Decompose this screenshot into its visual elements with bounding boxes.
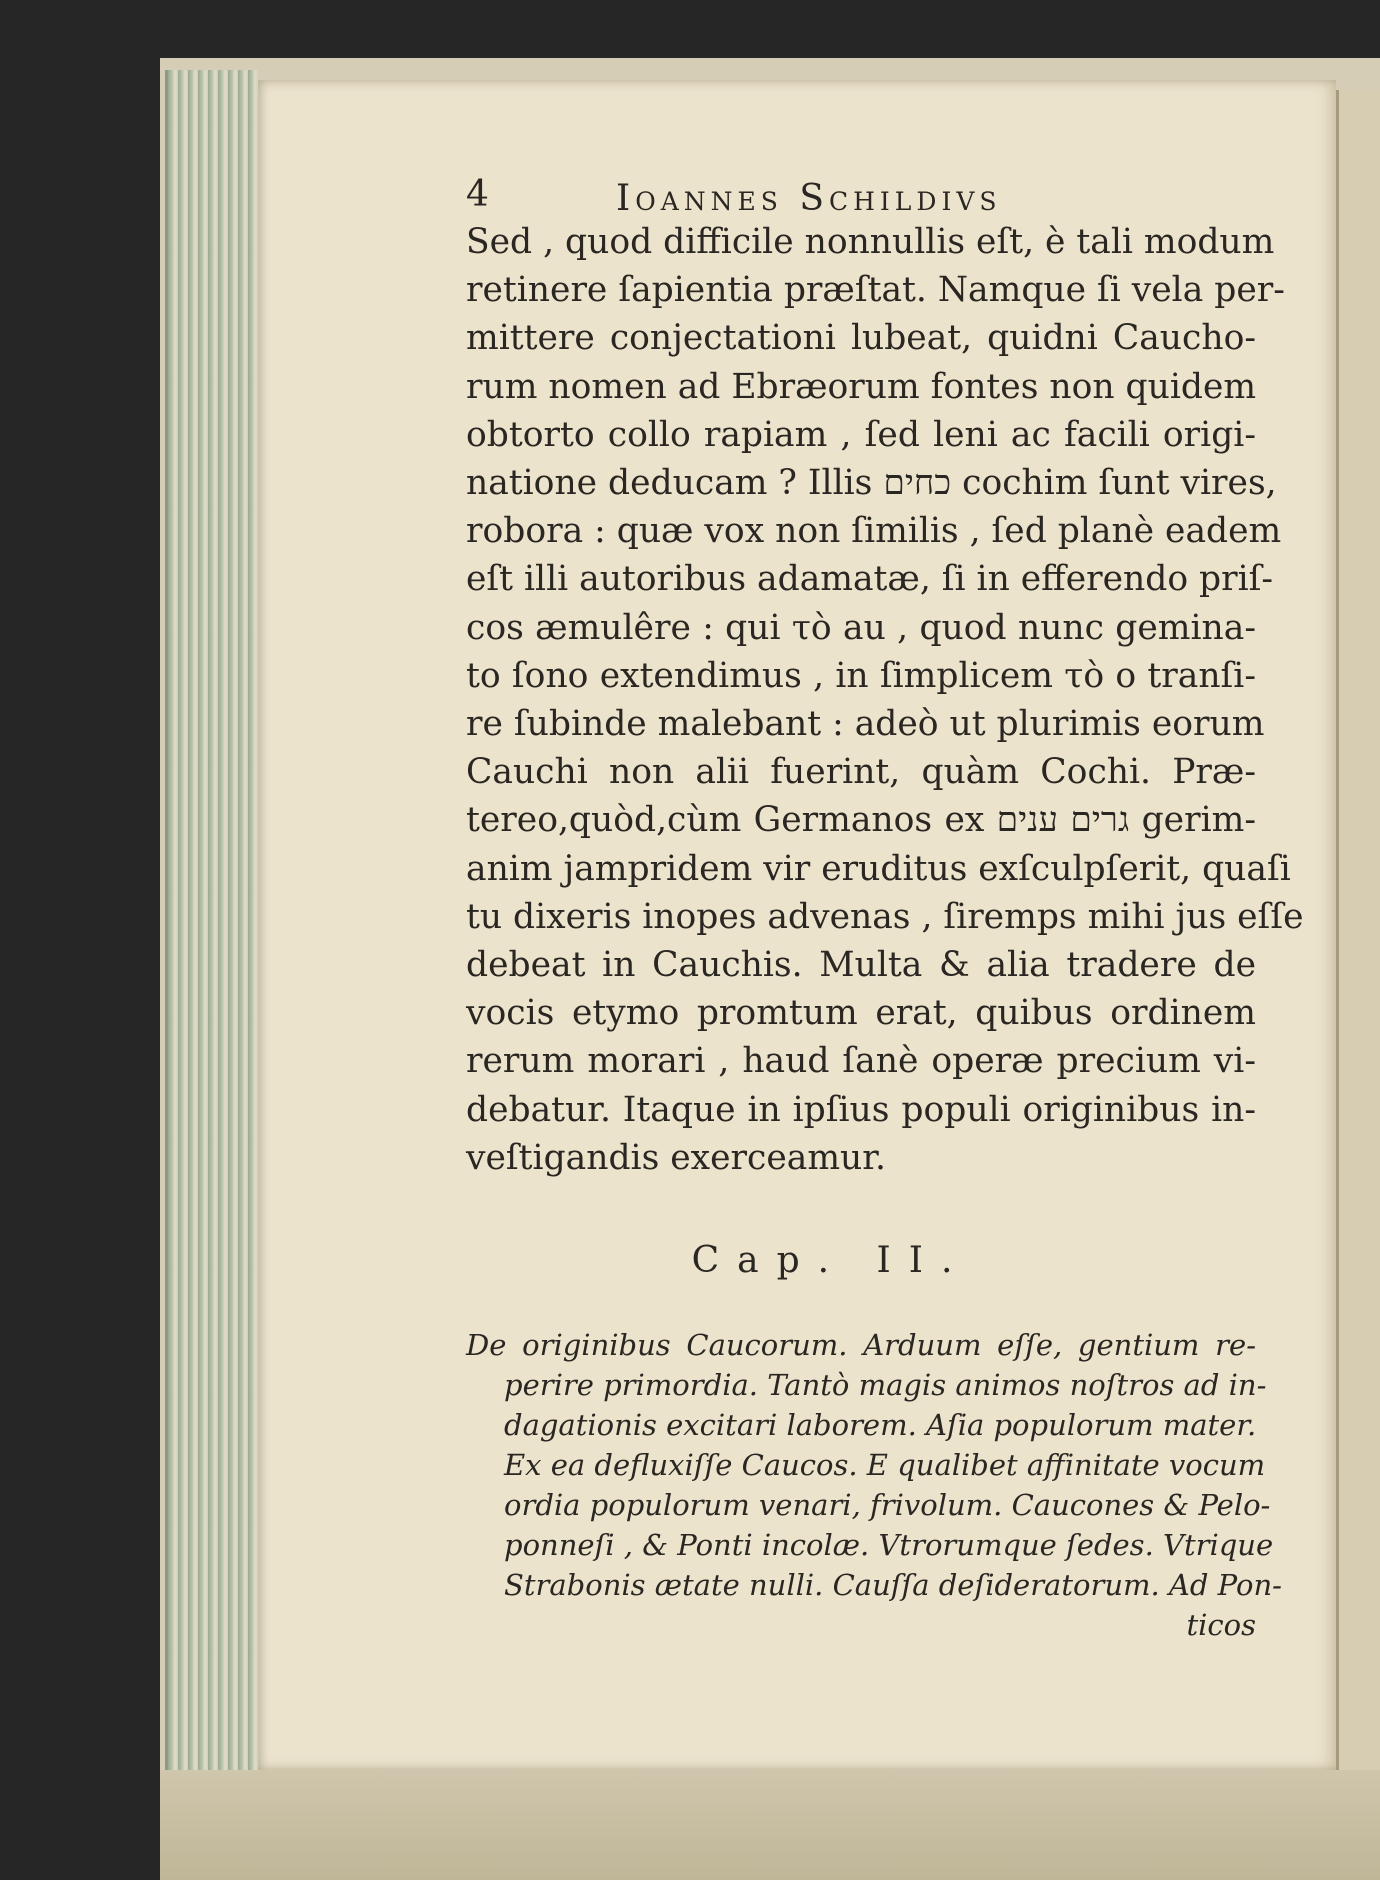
body-line: debeat in Cauchis. Multa & alia tradere de: [466, 945, 1256, 986]
summary-line: Strabonis ætate nulli. Cauſſa deſideratorum. Ad Pon-: [504, 1568, 1282, 1603]
body-line: anim jampridem vir eruditus exſculpſerit, quaſi: [466, 848, 1291, 889]
running-head: Ioannes Schildivs: [616, 178, 1002, 219]
summary-line: De originibus Caucorum. Arduum eſſe, gentium re-: [466, 1328, 1256, 1363]
body-line: natione deducam ? Illis כחים cochim ſunt vires,: [466, 463, 1277, 504]
page-edges: [165, 70, 258, 1770]
body-line: rum nomen ad Ebræorum fontes non quidem: [466, 366, 1257, 407]
summary-line: ponneſi , & Ponti incolæ. Vtrorumque ſedes. Vtrique: [504, 1528, 1274, 1563]
catchword: ticos: [1186, 1608, 1256, 1643]
body-line: robora : quæ vox non ſimilis , ſed planè eadem: [466, 511, 1282, 552]
body-line: cos æmulêre : qui τὸ au , quod nunc gemina-: [466, 607, 1256, 648]
body-text: [466, 218, 1304, 1182]
chapter-heading: Cap. II.: [691, 1240, 971, 1282]
summary-line: ordia populorum venari, frivolum. Caucones & Pelo-: [504, 1488, 1271, 1523]
body-line: eſt illi autoribus adamatæ, ſi in efferendo priſ-: [466, 559, 1274, 600]
body-line: to ſono extendimus , in ſimplicem τὸ o tranſi-: [466, 655, 1256, 696]
summary-line: dagationis excitari laborem. Aſia populorum mater.: [504, 1408, 1257, 1443]
body-line: re ſubinde malebant : adeò ut plurimis eorum: [466, 704, 1265, 745]
body-line: vocis etymo promtum erat, quibus ordinem: [466, 993, 1256, 1034]
book-bottom: [160, 1770, 1380, 1880]
page-number: 4: [466, 174, 489, 215]
chapter-summary: [466, 1325, 1282, 1645]
body-line: veſtigandis exerceamur.: [466, 1137, 886, 1178]
body-line: Sed , quod difficile nonnullis eſt, è tali modum: [466, 222, 1275, 262]
body-line: obtorto collo rapiam , ſed leni ac facili origi-: [466, 414, 1256, 455]
body-line: mittere conjectationi lubeat, quidni Caucho-: [466, 318, 1256, 359]
body-line: Cauchi non alii fuerint, quàm Cochi. Præ-: [466, 752, 1256, 793]
page-header: [466, 174, 1256, 218]
body-line: debatur. Itaque in ipſius populi originibus in-: [466, 1089, 1256, 1130]
summary-line: Ex ea defluxiſſe Caucos. E qualibet affinitate vocum: [504, 1448, 1266, 1483]
summary-line: perire primordia. Tantò magis animos noſtros ad in-: [504, 1368, 1267, 1403]
body-line: tereo,quòd,cùm Germanos ex גרים ענים gerim-: [466, 800, 1256, 841]
body-line: rerum morari , haud ſanè operæ precium vi-: [466, 1041, 1256, 1082]
page-text: [466, 174, 1304, 1645]
facing-page-edge: [1336, 90, 1380, 1770]
body-line: tu dixeris inopes advenas , ſiremps mihi jus eſſe: [466, 896, 1304, 937]
body-line: retinere ſapientia præſtat. Namque ſi vela per-: [466, 270, 1285, 311]
